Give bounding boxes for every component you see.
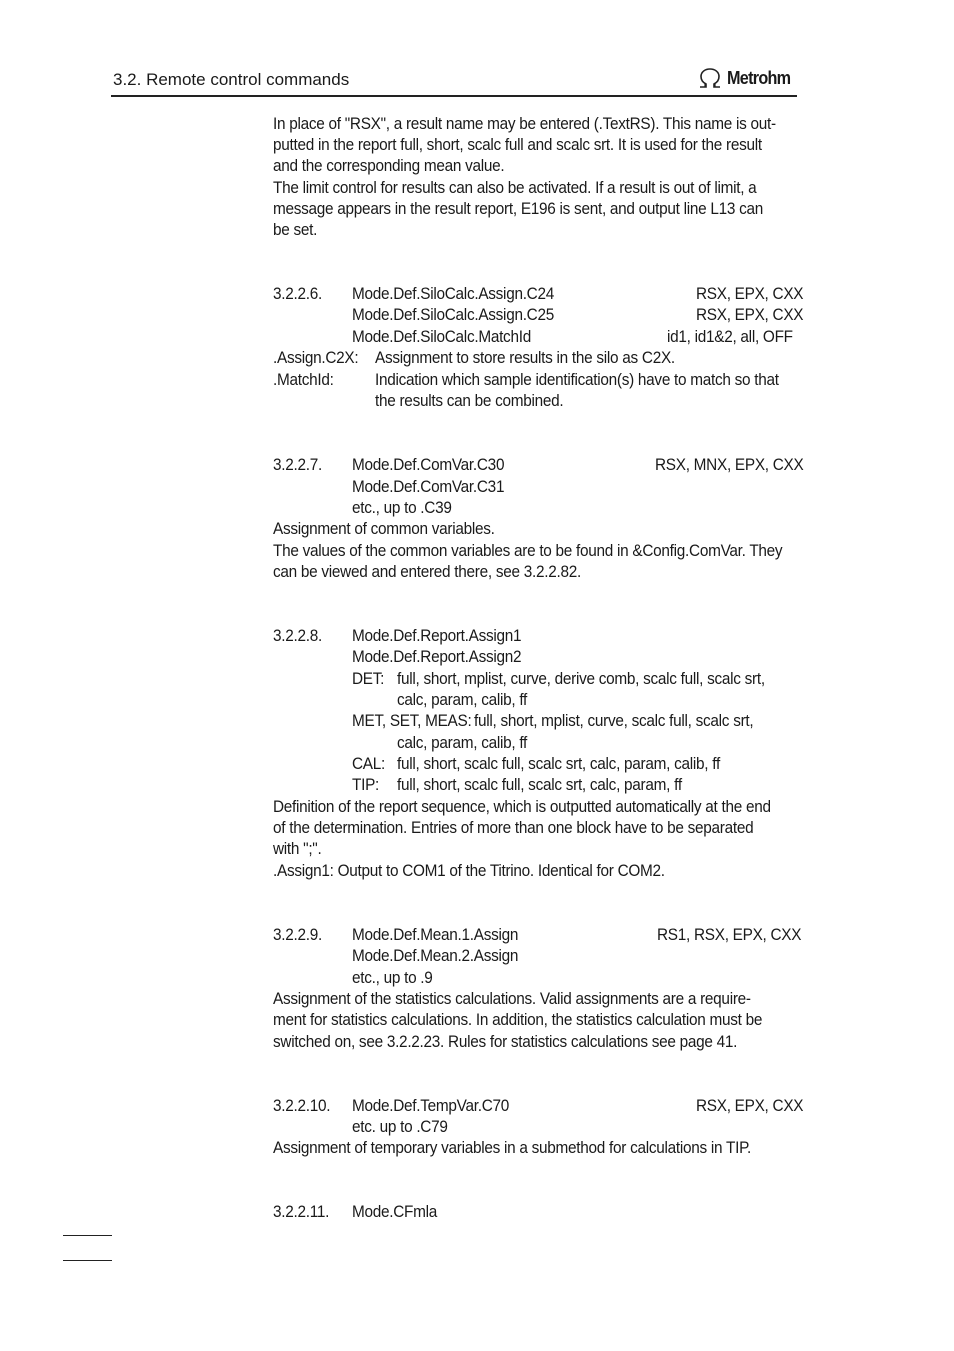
body-line: Assignment of the statistics calculations. Valid assignments are a require- xyxy=(273,990,751,1008)
command-parameters: id1, id1&2, all, OFF xyxy=(667,328,793,346)
option-values: full, short, mplist, curve, derive comb, scalc full, scalc srt, xyxy=(397,670,765,688)
command-name: etc., up to .C39 xyxy=(352,499,452,517)
metrohm-omega-icon xyxy=(697,67,723,89)
option-values: full, short, mplist, curve, scalc full, scalc srt, xyxy=(474,712,754,730)
option-label: DET: xyxy=(352,670,385,688)
command-parameters: RSX, EPX, CXX xyxy=(696,285,804,303)
body-line: Assignment of common variables. xyxy=(273,520,495,538)
section-number: 3.2.2.6. xyxy=(273,285,322,303)
intro-line: message appears in the result report, E196 is sent, and output line L13 can xyxy=(273,200,764,218)
command-name: Mode.Def.Mean.1.Assign xyxy=(352,926,519,944)
command-name: etc. up to .C79 xyxy=(352,1118,448,1136)
section-number: 3.2.2.9. xyxy=(273,926,322,944)
command-parameters: RSX, EPX, CXX xyxy=(696,306,804,324)
body-line: .Assign1: Output to COM1 of the Titrino. Identical for COM2. xyxy=(273,862,665,880)
definition-term: .MatchId: xyxy=(273,371,334,389)
intro-line: putted in the report full, short, scalc full and scalc srt. It is used for the result xyxy=(273,136,762,154)
definition-text: Indication which sample identification(s) have to match so that xyxy=(375,371,779,389)
intro-line: The limit control for results can also be activated. If a result is out of limit, a xyxy=(273,179,757,197)
command-name: Mode.Def.Mean.2.Assign xyxy=(352,947,519,965)
definition-term: .Assign.C2X: xyxy=(273,349,359,367)
option-label: CAL: xyxy=(352,755,386,773)
intro-line: and the corresponding mean value. xyxy=(273,157,505,175)
metrohm-logo xyxy=(697,66,797,90)
command-name: Mode.Def.Report.Assign2 xyxy=(352,648,522,666)
command-name: Mode.Def.Report.Assign1 xyxy=(352,627,522,645)
margin-rule xyxy=(63,1235,112,1236)
body-line: The values of the common variables are to be found in &Config.ComVar. They xyxy=(273,542,783,560)
section-number: 3.2.2.10. xyxy=(273,1097,331,1115)
body-line: Assignment of temporary variables in a submethod for calculations in TIP. xyxy=(273,1139,752,1157)
command-name: etc., up to .9 xyxy=(352,969,433,987)
body-line: switched on, see 3.2.2.23. Rules for statistics calculations see page 41. xyxy=(273,1033,738,1051)
command-parameters: RS1, RSX, EPX, CXX xyxy=(657,926,802,944)
body-line: can be viewed and entered there, see 3.2.2.82. xyxy=(273,563,581,581)
option-label: TIP: xyxy=(352,776,380,794)
command-name: Mode.Def.TempVar.C70 xyxy=(352,1097,510,1115)
header-rule xyxy=(111,95,797,97)
command-name: Mode.Def.ComVar.C30 xyxy=(352,456,505,474)
option-values: full, short, scalc full, scalc srt, calc, param, calib, ff xyxy=(397,755,720,773)
command-name: Mode.Def.SiloCalc.Assign.C25 xyxy=(352,306,554,324)
section-number: 3.2.2.11. xyxy=(273,1203,330,1221)
command-parameters: RSX, EPX, CXX xyxy=(696,1097,804,1115)
command-name: Mode.Def.ComVar.C31 xyxy=(352,478,505,496)
definition-text: the results can be combined. xyxy=(375,392,564,410)
option-values: calc, param, calib, ff xyxy=(397,734,528,752)
intro-line: In place of "RSX", a result name may be entered (.TextRS). This name is out- xyxy=(273,115,776,133)
body-line: Definition of the report sequence, which is outputted automatically at the end xyxy=(273,798,771,816)
margin-rule xyxy=(63,1260,112,1261)
definition-text: Assignment to store results in the silo as C2X. xyxy=(375,349,675,367)
body-line: of the determination. Entries of more than one block have to be separated xyxy=(273,819,754,837)
running-header-title: 3.2. Remote control commands xyxy=(113,70,350,89)
command-name: Mode.Def.SiloCalc.MatchId xyxy=(352,328,531,346)
option-values: full, short, scalc full, scalc srt, calc, param, ff xyxy=(397,776,682,794)
command-parameters: RSX, MNX, EPX, CXX xyxy=(655,456,804,474)
body-line: ment for statistics calculations. In addition, the statistics calculation must be xyxy=(273,1011,763,1029)
section-number: 3.2.2.7. xyxy=(273,456,322,474)
intro-line: be set. xyxy=(273,221,318,239)
option-values: calc, param, calib, ff xyxy=(397,691,528,709)
command-name: Mode.Def.SiloCalc.Assign.C24 xyxy=(352,285,554,303)
body-line: with ";". xyxy=(273,840,322,858)
command-name: Mode.CFmla xyxy=(352,1203,438,1221)
logo-text: Metrohm xyxy=(727,67,791,88)
section-number: 3.2.2.8. xyxy=(273,627,322,645)
option-label: MET, SET, MEAS: xyxy=(352,712,472,730)
